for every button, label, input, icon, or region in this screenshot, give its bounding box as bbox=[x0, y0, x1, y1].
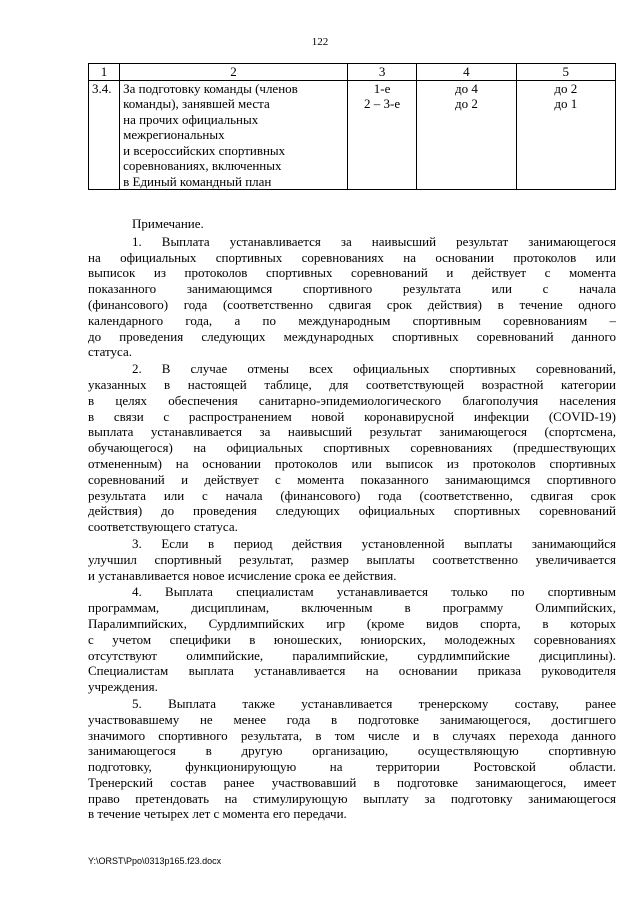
column-header-4: 4 bbox=[417, 64, 516, 81]
description-line: команды), занявшей места bbox=[123, 96, 270, 111]
text-line: улучшил спортивный результат, размер выплаты соответственно увеличивается bbox=[88, 551, 616, 567]
row-description bbox=[120, 80, 348, 190]
description-line: За подготовку команды (членов bbox=[123, 80, 298, 96]
row-number: 3.4. bbox=[89, 80, 120, 190]
text-line: действия) до проведения следующих официальных спортивных соревнований bbox=[88, 503, 616, 519]
text-line: отмененным) на основании протоколов или выписок из протоколов спортивных bbox=[88, 455, 616, 471]
text-line: выписок из протоколов спортивных соревнований и действует с момента bbox=[88, 265, 616, 281]
place-value: 1-е bbox=[373, 80, 391, 96]
col4-value: до 2 bbox=[454, 96, 478, 111]
text-line: значимого спортивного результата, в том числе и в случаях перехода данного bbox=[88, 727, 616, 743]
text-line: указанных в настоящей таблице, для соответствующей возрастной категории bbox=[88, 376, 616, 392]
place-value: 2 – 3-е bbox=[364, 96, 401, 111]
note-paragraph-1 bbox=[88, 234, 616, 360]
text-line: 3. Если в период действия установленной выплаты занимающийся bbox=[132, 535, 616, 551]
note-paragraph-3 bbox=[88, 536, 616, 583]
notes-section bbox=[88, 216, 616, 823]
text-line: отсутствуют олимпийские, паралимпийские, сурдлимпийские дисциплины). bbox=[88, 647, 616, 663]
description-line: межрегиональных bbox=[123, 127, 225, 142]
col4-cell bbox=[417, 80, 516, 190]
table-row bbox=[89, 80, 616, 190]
col5-value: до 2 bbox=[554, 80, 578, 96]
note-paragraph-5 bbox=[88, 696, 616, 822]
column-header-1: 1 bbox=[89, 64, 120, 81]
text-line: программам, дисциплинам, включенным в программу Олимпийских, bbox=[88, 600, 616, 616]
page-number: 122 bbox=[311, 36, 329, 48]
text-line: 4. Выплата специалистам устанавливается только по спортивным bbox=[132, 584, 616, 600]
note-paragraph-2 bbox=[88, 361, 616, 535]
col4-value: до 4 bbox=[454, 80, 478, 96]
description-line: соревнованиях, включенных bbox=[123, 158, 282, 173]
awards-table bbox=[88, 63, 616, 190]
col5-value: до 1 bbox=[554, 96, 578, 111]
note-paragraph-4 bbox=[88, 584, 616, 695]
description-line: в Единый командный план bbox=[123, 173, 272, 189]
text-line: 1. Выплата устанавливается за наивысший результат занимающегося bbox=[132, 233, 616, 249]
text-line: результата или с начала (финансового) года (соответственно, сдвигая срок bbox=[88, 487, 616, 503]
column-header-5: 5 bbox=[516, 64, 615, 81]
text-line: Паралимпийских, Сурдлимпийских игр (кроме видов спорта, в которых bbox=[88, 615, 616, 631]
text-line: на официальных спортивных соревнованиях на основании протоколов или bbox=[88, 249, 616, 265]
text-line: Специалистам выплата устанавливается на основании приказа руководителя bbox=[88, 663, 616, 679]
text-line: календарного года, а по международным спортивным соревнованиям – bbox=[88, 312, 616, 328]
text-line: показанного занимающимся спортивного результата или с начала bbox=[88, 281, 616, 297]
text-line: 5. Выплата также устанавливается тренерскому составу, ранее bbox=[132, 695, 616, 711]
text-line: право претендовать на стимулирующую выплату за подготовку занимающегося bbox=[88, 790, 616, 806]
text-line: и устанавливается новое исчисление срока ее действия. bbox=[88, 567, 397, 583]
file-path-footer: Y:\ORST\Ppo\0313p165.f23.docx bbox=[88, 856, 222, 866]
description-line: и всероссийских спортивных bbox=[123, 142, 286, 158]
text-line: соответствующего статуса. bbox=[88, 519, 238, 535]
text-line: участвовавшему не менее года в подготовке занимающегося, достигшего bbox=[88, 711, 616, 727]
text-line: статуса. bbox=[88, 344, 133, 360]
col5-cell bbox=[516, 80, 615, 190]
text-line: обучающегося) на официальных спортивных соревнованиях (предшествующих bbox=[88, 440, 616, 456]
text-line: выплата устанавливается за наивысший результат занимающегося (спортсмена, bbox=[88, 424, 616, 440]
description-line: на прочих официальных bbox=[123, 111, 259, 127]
text-line: подготовку, функционирующую на территории Ростовской области. bbox=[88, 759, 616, 775]
text-line: 2. В случае отмены всех официальных спортивных соревнований, bbox=[132, 361, 616, 377]
table-header-row bbox=[89, 64, 616, 81]
text-line: Тренерский состав ранее участвовавший в подготовке занимающегося, имеет bbox=[88, 774, 616, 790]
column-header-2: 2 bbox=[120, 64, 348, 81]
text-line: (финансового) года (соответственно сдвигая срок действия) в течение одного bbox=[88, 296, 616, 312]
text-line: в связи с распространением новой коронавирусной инфекции (COVID-19) bbox=[88, 408, 616, 424]
notes-title: Примечание. bbox=[132, 216, 204, 231]
text-line: с учетом специфики в юношеских, юниорских, молодежных соревнованиях bbox=[88, 631, 616, 647]
text-line: занимающегося в другую организацию, осуществляющую спортивную bbox=[88, 743, 616, 759]
text-line: соревнований и действует с момента показанного занимающимся спортивного bbox=[88, 471, 616, 487]
text-line: в течение четырех лет с момента его передачи. bbox=[88, 806, 347, 822]
column-header-3: 3 bbox=[347, 64, 416, 81]
text-line: учреждения. bbox=[88, 679, 158, 695]
text-line: до проведения следующих международных спортивных соревнований данного bbox=[88, 328, 616, 344]
place-cell bbox=[347, 80, 416, 190]
text-line: в целях обеспечения санитарно-эпидемиологического благополучия населения bbox=[88, 392, 616, 408]
